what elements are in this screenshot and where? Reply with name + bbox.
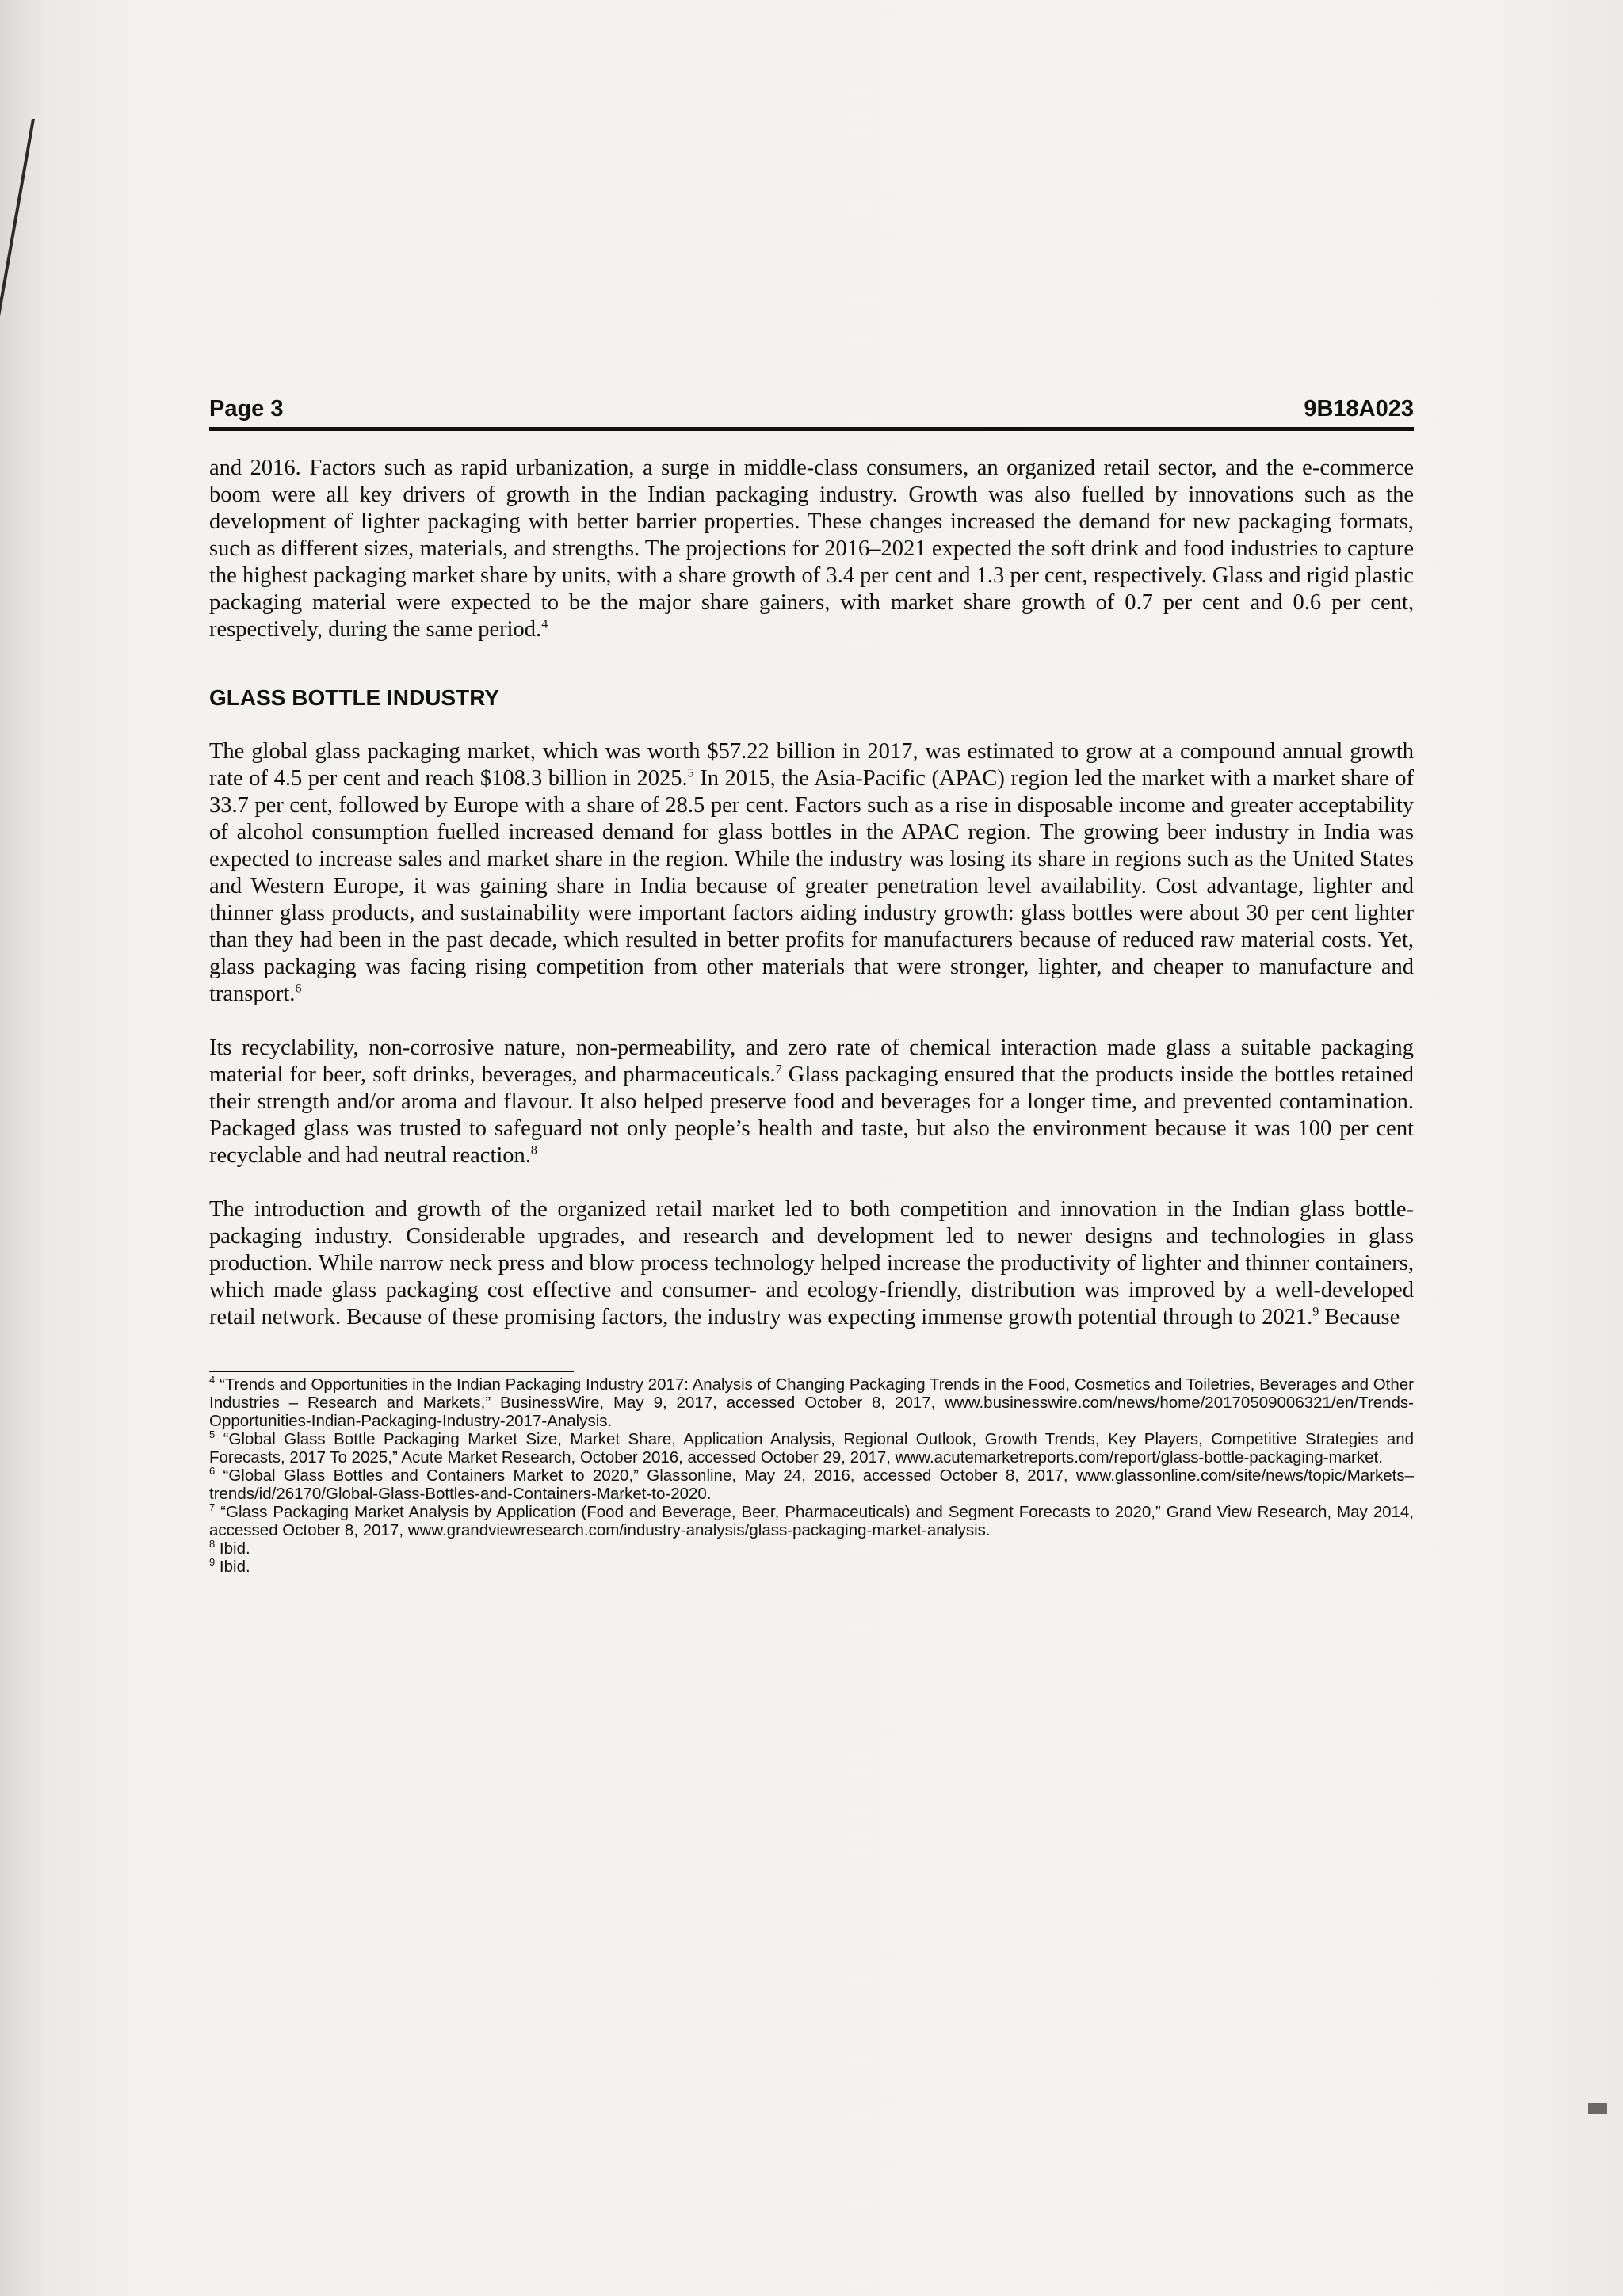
- footnote-ref: 7: [775, 1062, 782, 1077]
- footnote-number: 6: [209, 1465, 216, 1478]
- footnote-ref: 6: [295, 982, 302, 996]
- footnote-ref: 8: [530, 1143, 537, 1158]
- footnote: [209, 1466, 1414, 1503]
- footnotes: [209, 1371, 1414, 1576]
- paragraph-text: In 2015, the Asia-Pacific (APAC) region led the market with a market share of 33.7 per cent, followed by Europe with a share of 28.5 per cent. Factors such as a rise in disposable income and greater acceptability of alcohol consumption fuelled increased demand for glass bottles in the APAC region. The growing beer industry in India was expected to increase sales and market share in the region. While the industry was losing its share in regions such as the United States and Western Europe, it was gaining share in India because of greater penetration level availability. Cost advantage, lighter and thinner glass products, and sustainability were important factors aiding industry growth: glass bottles were about 30 per cent lighter than they had been in the past decade, which resulted in better profits for manufacturers because of reduced raw material costs. Yet, glass packaging was facing rising competition from other materials that were stronger, lighter, and cheaper to manufacture and transport.: [209, 766, 1414, 1006]
- footnote-text: “Global Glass Bottles and Containers Market to 2020,” Glassonline, May 24, 2016, accessed October 8, 2017, www.glassonline.com/site/news/topic/Markets–trends/id/26170/Global-Glass-Bottles-and-Containers-Market-to-2020.: [209, 1466, 1414, 1503]
- page-number: Page 3: [209, 396, 284, 421]
- paragraph-text: The global glass packaging market, which was worth $57.22 billion in 2017, was estimated to grow at a compound annual growth rate of 4.5 per cent and reach $108.3 billion in 2025.: [209, 739, 1414, 791]
- footnote: [209, 1558, 1414, 1576]
- paragraph-text: The introduction and growth of the organized retail market led to both competition and innovation in the Indian glass bottle-packaging industry. Considerable upgrades, and research and development led to newer designs and technologies in glass production. While narrow neck press and blow process technology helped increase the productivity of lighter and thinner containers, which made glass packaging cost effective and consumer- and ecology-friendly, distribution was improved by a well-developed retail network. Because of these promising factors, the industry was expecting immense growth potential through to 2021.: [209, 1197, 1414, 1329]
- paragraph: [209, 1196, 1414, 1331]
- page-header: [209, 396, 1414, 431]
- footnote-number: 8: [209, 1538, 216, 1550]
- body-text: [209, 455, 1414, 1331]
- footnote: [209, 1503, 1414, 1539]
- footnote-divider: [209, 1371, 574, 1372]
- paragraph-text: Glass packaging ensured that the products inside the bottles retained their strength and/or aroma and flavour. It also helped preserve food and beverages for a longer time, and prevented contamination. Packaged glass was trusted to safeguard not only people’s health and taste, but also the environment because it was 100 per cent recyclable and had neutral reaction.: [209, 1062, 1414, 1168]
- footnote-number: 7: [209, 1501, 216, 1514]
- paragraph-text: Its recyclability, non-corrosive nature, non-permeability, and zero rate of chemical interaction made glass a suitable packaging material for beer, soft drinks, beverages, and pharmaceuticals.: [209, 1035, 1414, 1087]
- footnote-text: “Glass Packaging Market Analysis by Application (Food and Beverage, Beer, Pharmaceuticals) and Segment Forecasts to 2020,” Grand View Research, May 2014, accessed October 8, 2017, www.grandviewresearch.com/industry-analysis/glass-packaging-market-analysis.: [209, 1503, 1414, 1539]
- footnote-number: 9: [209, 1556, 216, 1569]
- paragraph: [209, 738, 1414, 1008]
- footnote-text: “Trends and Opportunities in the Indian Packaging Industry 2017: Analysis of Changing Packaging Trends in the Food, Cosmetics and Toiletries, Beverages and Other Industries – Research and Markets,” BusinessWire, May 9, 2017, accessed October 8, 2017, www.businesswire.com/news/home/20170509006321/en/Trends-Opportunities-Indian-Packaging-Industry-2017-Analysis.: [209, 1375, 1414, 1430]
- footnote-ref: 4: [541, 617, 548, 631]
- section-heading: GLASS BOTTLE INDUSTRY: [209, 685, 500, 710]
- footnote-text: “Global Glass Bottle Packaging Market Size, Market Share, Application Analysis, Regional Outlook, Growth Trends, Key Players, Competitive Strategies and Forecasts, 2017 To 2025,” Acute Market Research, October 2016, accessed October 29, 2017, www.acutemarketreports.com/report/glass-bottle-packaging-market.: [209, 1430, 1414, 1466]
- footnote: [209, 1539, 1414, 1558]
- case-code: 9B18A023: [1304, 396, 1414, 421]
- paragraph-text: Because: [1319, 1305, 1400, 1329]
- footnote: [209, 1430, 1414, 1466]
- paragraph-text: and 2016. Factors such as rapid urbanization, a surge in middle-class consumers, an organized retail sector, and the e-commerce boom were all key drivers of growth in the Indian packaging industry. Growth was also fuelled by innovations such as the development of lighter packaging with better barrier properties. These changes increased the demand for new packaging formats, such as different sizes, materials, and strengths. The projections for 2016–2021 expected the soft drink and food industries to capture the highest packaging market share by units, with a share growth of 3.4 per cent and 1.3 per cent, respectively. Glass and rigid plastic packaging material were expected to be the major share gainers, with market share growth of 0.7 per cent and 0.6 per cent, respectively, during the same period.: [209, 456, 1414, 642]
- footnote-ref: 9: [1312, 1305, 1319, 1319]
- paragraph: [209, 1035, 1414, 1169]
- footnote-ref: 5: [687, 766, 694, 780]
- footnote: [209, 1375, 1414, 1430]
- page-content: [209, 396, 1414, 1576]
- footnote-text: Ibid.: [215, 1558, 250, 1576]
- footnote-number: 5: [209, 1428, 216, 1441]
- footnote-number: 4: [209, 1374, 216, 1386]
- scan-artifact-mark: [1588, 2103, 1607, 2114]
- paragraph: [209, 455, 1414, 643]
- footnote-text: Ibid.: [215, 1539, 250, 1558]
